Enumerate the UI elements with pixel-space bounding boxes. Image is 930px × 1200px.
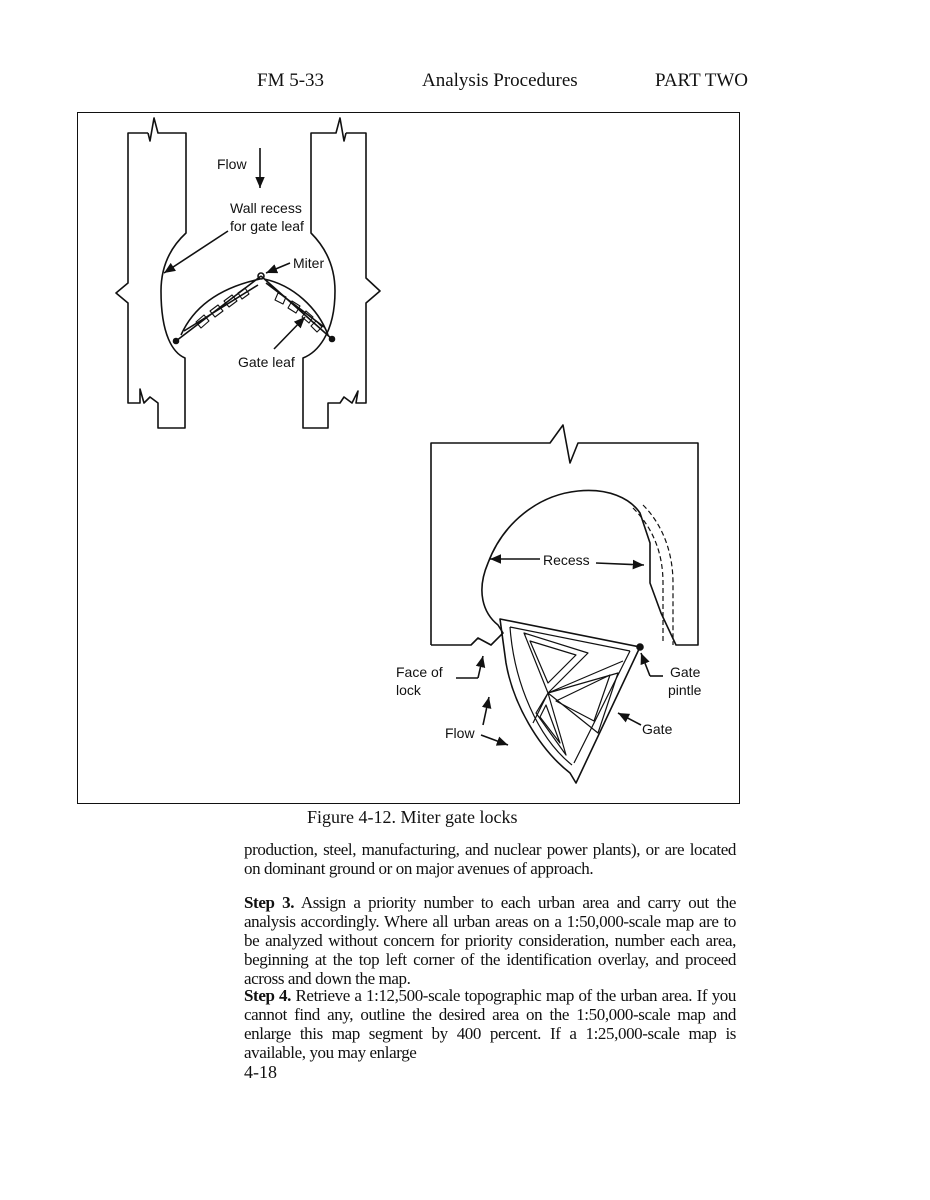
paragraph-continuation: production, steel, manufacturing, and nuclear power plants), or are located on dominant ground or on major avenues of approach. xyxy=(244,840,736,878)
label-face-of: Face of xyxy=(396,664,443,680)
label-wall-recess-1: Wall recess xyxy=(230,200,302,216)
miter-pointer xyxy=(266,263,290,273)
right-lock-wall xyxy=(303,118,380,428)
label-gate: Gate xyxy=(642,721,673,737)
label-lock: lock xyxy=(396,682,421,698)
step-4-label: Step 4. xyxy=(244,986,291,1005)
label-gate-pintle-1: Gate xyxy=(670,664,701,680)
figure-caption: Figure 4-12. Miter gate locks xyxy=(307,807,518,827)
right-gate-leaf xyxy=(261,276,332,339)
header-chapter-title: Analysis Procedures xyxy=(422,70,578,91)
flow-arrow-bottom-up xyxy=(483,697,489,725)
left-lock-wall xyxy=(116,118,186,428)
figure-frame xyxy=(77,112,740,804)
left-gate-leaf xyxy=(176,276,261,341)
miter-gate-diagram xyxy=(78,113,741,805)
sector-gate xyxy=(500,619,640,783)
step-3-text: Assign a priority number to each urban area and carry out the analysis accordingly. Where all urban areas on a 1:50,000-scale map are to be analyzed without concern for priority consideration, number each area, beginning at the top left corner of the identification overlay, and proceed across and down the map. xyxy=(244,893,736,988)
bottom-lock-wall xyxy=(431,425,698,645)
step-4-text: Retrieve a 1:12,500-scale topographic map of the urban area. If you cannot find any, outline the desired area on the 1:50,000-scale map and enlarge this map segment by 400 percent. If a 1:25,000-scale map is available, you may enlarge xyxy=(244,986,736,1062)
gate-pintle-point xyxy=(637,644,643,650)
paragraph-step-4 xyxy=(244,986,736,1062)
step-3-label: Step 3. xyxy=(244,893,295,912)
label-miter: Miter xyxy=(293,255,325,271)
label-recess: Recess xyxy=(543,552,590,568)
wall-recess-pointer xyxy=(164,231,228,273)
header-manual-id: FM 5-33 xyxy=(257,70,325,91)
label-gate-leaf: Gate leaf xyxy=(238,354,295,370)
label-wall-recess-2: for gate leaf xyxy=(230,218,304,234)
face-of-lock-pointer xyxy=(478,656,483,678)
flow-arrow-bottom-right xyxy=(481,735,508,745)
paragraph-step-3 xyxy=(244,893,736,988)
gate-pointer xyxy=(618,713,641,725)
label-gate-pintle-2: pintle xyxy=(668,682,702,698)
recess-pointer-right xyxy=(596,563,644,565)
label-flow-top: Flow xyxy=(217,156,247,172)
gate-leaf-pointer xyxy=(274,317,305,349)
gate-pintle-pointer xyxy=(641,653,650,676)
header-part: PART TWO xyxy=(655,70,749,91)
gate-leaf-cells xyxy=(196,288,322,332)
page-number: 4-18 xyxy=(244,1062,277,1082)
label-flow-bottom: Flow xyxy=(445,725,475,741)
